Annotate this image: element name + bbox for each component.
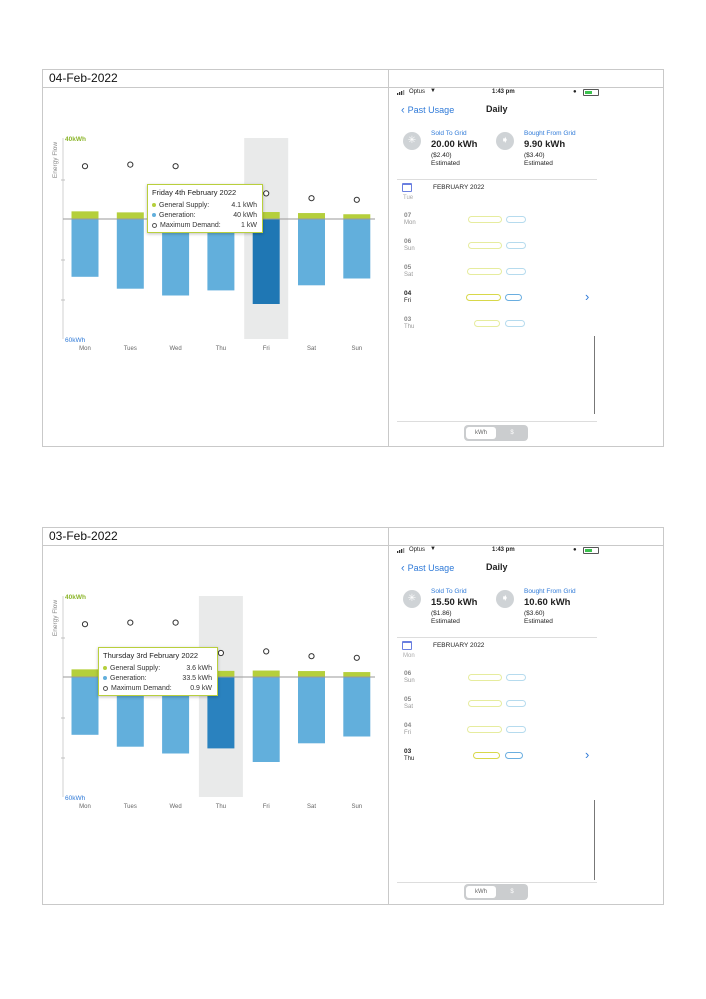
tooltip-label: Generation: <box>159 211 196 219</box>
x-tick-label: Sat <box>306 346 317 352</box>
panel-header <box>43 70 663 88</box>
generation-bar <box>298 677 325 743</box>
x-tick-label: Mon <box>79 346 91 352</box>
tooltip-row <box>152 200 257 210</box>
generation-dot-icon <box>103 676 107 680</box>
bought-value: 10.60 kWh <box>524 597 571 608</box>
nav-title: Daily <box>486 562 508 572</box>
back-label: Past Usage <box>407 563 455 573</box>
generation-pill <box>505 294 522 301</box>
x-tick-label: Tues <box>123 804 137 810</box>
x-tick-label: Wed <box>169 804 182 810</box>
max-demand-dot-icon <box>103 686 108 691</box>
day-row[interactable] <box>397 670 607 690</box>
energy-chart <box>43 88 388 393</box>
generation-bar <box>253 677 280 762</box>
energy-chart-svg <box>43 546 388 846</box>
chevron-left-icon: ‹ <box>401 104 405 117</box>
bought-value: 9.90 kWh <box>524 139 566 150</box>
x-tick-label: Sun <box>351 346 363 352</box>
top-axis-label: 40kWh <box>65 594 86 601</box>
back-button[interactable] <box>401 562 454 574</box>
tooltip-value: 0.9 kW <box>190 684 212 692</box>
x-tick-label: Thu <box>215 804 227 810</box>
lightning-icon: ➧ <box>496 590 514 608</box>
usage-panel <box>42 69 664 447</box>
carrier-name: Optus <box>409 547 426 553</box>
general-supply-bar <box>298 671 325 677</box>
chevron-right-icon[interactable]: › <box>585 747 590 762</box>
tooltip-value: 3.6 kWh <box>186 664 212 672</box>
top-axis-label: 40kWh <box>65 136 86 143</box>
day-name: Fri <box>404 730 411 736</box>
sold-cost: ($1.86) <box>431 610 452 617</box>
day-number: 05 <box>404 264 412 271</box>
sold-cost: ($2.40) <box>431 152 452 159</box>
tooltip-title: Friday 4th February 2022 <box>152 188 237 197</box>
month-header <box>397 637 597 654</box>
bought-label: Bought From Grid <box>524 130 576 137</box>
sold-value: 15.50 kWh <box>431 597 478 608</box>
panel-divider <box>388 528 389 904</box>
max-demand-marker <box>128 162 133 167</box>
panel-date: 03-Feb-2022 <box>49 529 118 543</box>
toggle-dollar[interactable]: $ <box>510 430 514 436</box>
day-row[interactable] <box>397 696 607 716</box>
general-supply-bar <box>343 214 370 219</box>
day-name: Sun <box>404 246 415 252</box>
max-demand-marker <box>82 164 87 169</box>
generation-bar <box>343 677 370 737</box>
status-bar <box>397 547 597 555</box>
generation-pill <box>505 320 525 327</box>
generation-pill <box>505 752 523 759</box>
day-row[interactable] <box>397 722 607 742</box>
x-tick-label: Tues <box>123 346 137 352</box>
bought-note: Estimated <box>524 160 553 167</box>
x-tick-label: Sat <box>306 804 317 810</box>
chart-tooltip <box>98 647 218 696</box>
lightning-icon: ➧ <box>496 132 514 150</box>
status-time: 1:43 pm <box>492 547 515 553</box>
sold-label: Sold To Grid <box>431 588 467 595</box>
generation-bar <box>72 219 99 277</box>
tooltip-label: Generation: <box>110 674 147 682</box>
day-row[interactable] <box>397 238 607 258</box>
bought-cost: ($3.40) <box>524 152 545 159</box>
partial-day-label: Mon <box>403 653 415 659</box>
generation-pill <box>506 216 526 223</box>
day-row[interactable] <box>397 212 607 232</box>
unit-toggle[interactable] <box>464 884 528 900</box>
general-supply-bar <box>72 211 99 219</box>
max-demand-marker <box>264 191 269 196</box>
bottom-axis-label: 60kWh <box>65 795 86 802</box>
general-supply-bar <box>117 212 144 219</box>
day-number: 03 <box>404 748 412 755</box>
tooltip-label: General Supply: <box>110 664 161 672</box>
y-axis-label: Energy Flow <box>52 141 59 179</box>
max-demand-marker <box>309 654 314 659</box>
max-demand-marker <box>264 649 269 654</box>
month-label: FEBRUARY 2022 <box>433 184 485 191</box>
max-demand-marker <box>173 164 178 169</box>
day-name: Thu <box>404 324 415 330</box>
generation-bar <box>72 677 99 735</box>
day-name: Fri <box>404 298 411 304</box>
tooltip-label: Maximum Demand: <box>111 684 172 692</box>
day-row[interactable] <box>397 264 607 284</box>
chevron-right-icon[interactable]: › <box>585 289 590 304</box>
tooltip-value: 1 kW <box>241 221 257 229</box>
max-demand-marker <box>309 196 314 201</box>
carrier-name: Optus <box>409 89 426 95</box>
tooltip-label: General Supply: <box>159 201 210 209</box>
day-row-selected[interactable] <box>397 748 607 768</box>
x-tick-label: Wed <box>169 346 182 352</box>
generation-pill <box>506 242 526 249</box>
day-number: 06 <box>404 670 412 677</box>
bottom-axis-label: 60kWh <box>65 337 86 344</box>
calendar-icon[interactable] <box>402 183 412 192</box>
sold-value: 20.00 kWh <box>431 139 478 150</box>
general-supply-bar <box>72 669 99 677</box>
scrollbar[interactable] <box>594 336 595 414</box>
tooltip-row <box>152 210 257 220</box>
bought-label: Bought From Grid <box>524 588 576 595</box>
battery-icon <box>583 89 599 96</box>
max-demand-marker <box>173 620 178 625</box>
max-demand-marker <box>218 650 223 655</box>
tooltip-value: 40 kWh <box>233 211 257 219</box>
supply-pill <box>468 216 502 223</box>
x-tick-label: Fri <box>262 804 270 810</box>
day-number: 03 <box>404 316 412 323</box>
day-row[interactable] <box>397 316 607 336</box>
tooltip-row <box>103 683 212 693</box>
sun-icon: ✳ <box>403 132 421 150</box>
general-supply-bar <box>253 671 280 677</box>
list-bottom-divider <box>397 882 597 883</box>
status-bar <box>397 89 597 97</box>
wifi-icon: ▼ <box>430 546 436 552</box>
status-time: 1:43 pm <box>492 89 515 95</box>
wifi-icon: ▼ <box>430 88 436 94</box>
back-label: Past Usage <box>407 105 455 115</box>
supply-pill <box>468 242 502 249</box>
panel-date: 04-Feb-2022 <box>49 71 118 85</box>
tooltip-row <box>103 663 212 673</box>
generation-pill <box>506 268 526 275</box>
day-number: 04 <box>404 290 412 297</box>
day-name: Mon <box>404 220 416 226</box>
day-name: Sun <box>404 678 415 684</box>
usage-panel <box>42 527 664 905</box>
x-tick-label: Fri <box>262 346 270 352</box>
max-demand-marker <box>354 655 359 660</box>
month-header <box>397 179 597 196</box>
tooltip-label: Maximum Demand: <box>160 221 221 229</box>
y-axis-label: Energy Flow <box>52 599 59 637</box>
max-demand-dot-icon <box>152 223 157 228</box>
supply-pill <box>473 752 500 759</box>
general-supply-bar <box>343 672 370 677</box>
x-tick-label: Thu <box>215 346 227 352</box>
tooltip-value: 4.1 kWh <box>231 201 257 209</box>
day-number: 04 <box>404 722 412 729</box>
scrollbar[interactable] <box>594 800 595 880</box>
toggle-kwh[interactable]: kWh <box>466 427 496 439</box>
supply-pill <box>466 294 501 301</box>
generation-bar <box>343 219 370 279</box>
month-label: FEBRUARY 2022 <box>433 642 485 649</box>
max-demand-marker <box>354 197 359 202</box>
energy-chart <box>43 546 388 851</box>
day-number: 06 <box>404 238 412 245</box>
toggle-dollar[interactable]: $ <box>510 889 514 895</box>
x-tick-label: Mon <box>79 804 91 810</box>
back-button[interactable] <box>401 104 454 116</box>
max-demand-marker <box>128 620 133 625</box>
panel-divider <box>388 70 389 446</box>
nav-title: Daily <box>486 104 508 114</box>
max-demand-marker <box>82 622 87 627</box>
bought-cost: ($3.60) <box>524 610 545 617</box>
general-supply-dot-icon <box>103 666 107 670</box>
panel-header <box>43 528 663 546</box>
day-number: 05 <box>404 696 412 703</box>
chart-tooltip <box>147 184 263 233</box>
chevron-left-icon: ‹ <box>401 562 405 575</box>
tooltip-value: 33.5 kWh <box>182 674 212 682</box>
orientation-lock-icon: ● <box>573 89 577 95</box>
day-name: Sat <box>404 272 414 278</box>
generation-pill <box>506 726 526 733</box>
general-supply-bar <box>298 213 325 219</box>
unit-toggle[interactable] <box>464 425 528 441</box>
supply-pill <box>467 726 502 733</box>
day-name: Thu <box>404 756 415 762</box>
sun-icon: ✳ <box>403 590 421 608</box>
orientation-lock-icon: ● <box>573 547 577 553</box>
generation-pill <box>506 700 526 707</box>
bought-note: Estimated <box>524 618 553 625</box>
list-bottom-divider <box>397 421 597 422</box>
generation-dot-icon <box>152 213 156 217</box>
toggle-kwh[interactable]: kWh <box>466 886 496 898</box>
signal-icon <box>397 548 405 553</box>
day-name: Sat <box>404 704 414 710</box>
sold-note: Estimated <box>431 160 460 167</box>
day-row-selected[interactable] <box>397 290 607 310</box>
generation-bar <box>298 219 325 285</box>
energy-chart-svg <box>43 88 388 388</box>
tooltip-row <box>103 673 212 683</box>
general-supply-dot-icon <box>152 203 156 207</box>
generation-bar <box>117 219 144 289</box>
supply-pill <box>468 674 502 681</box>
signal-icon <box>397 90 405 95</box>
x-tick-label: Sun <box>351 804 363 810</box>
partial-day-label: Tue <box>403 195 414 201</box>
supply-pill <box>468 700 502 707</box>
supply-pill <box>467 268 502 275</box>
day-number: 07 <box>404 212 412 219</box>
tooltip-title: Thursday 3rd February 2022 <box>103 651 199 660</box>
battery-icon <box>583 547 599 554</box>
tooltip-row <box>152 220 257 230</box>
calendar-icon[interactable] <box>402 641 412 650</box>
sold-label: Sold To Grid <box>431 130 467 137</box>
sold-note: Estimated <box>431 618 460 625</box>
generation-pill <box>506 674 526 681</box>
supply-pill <box>474 320 500 327</box>
